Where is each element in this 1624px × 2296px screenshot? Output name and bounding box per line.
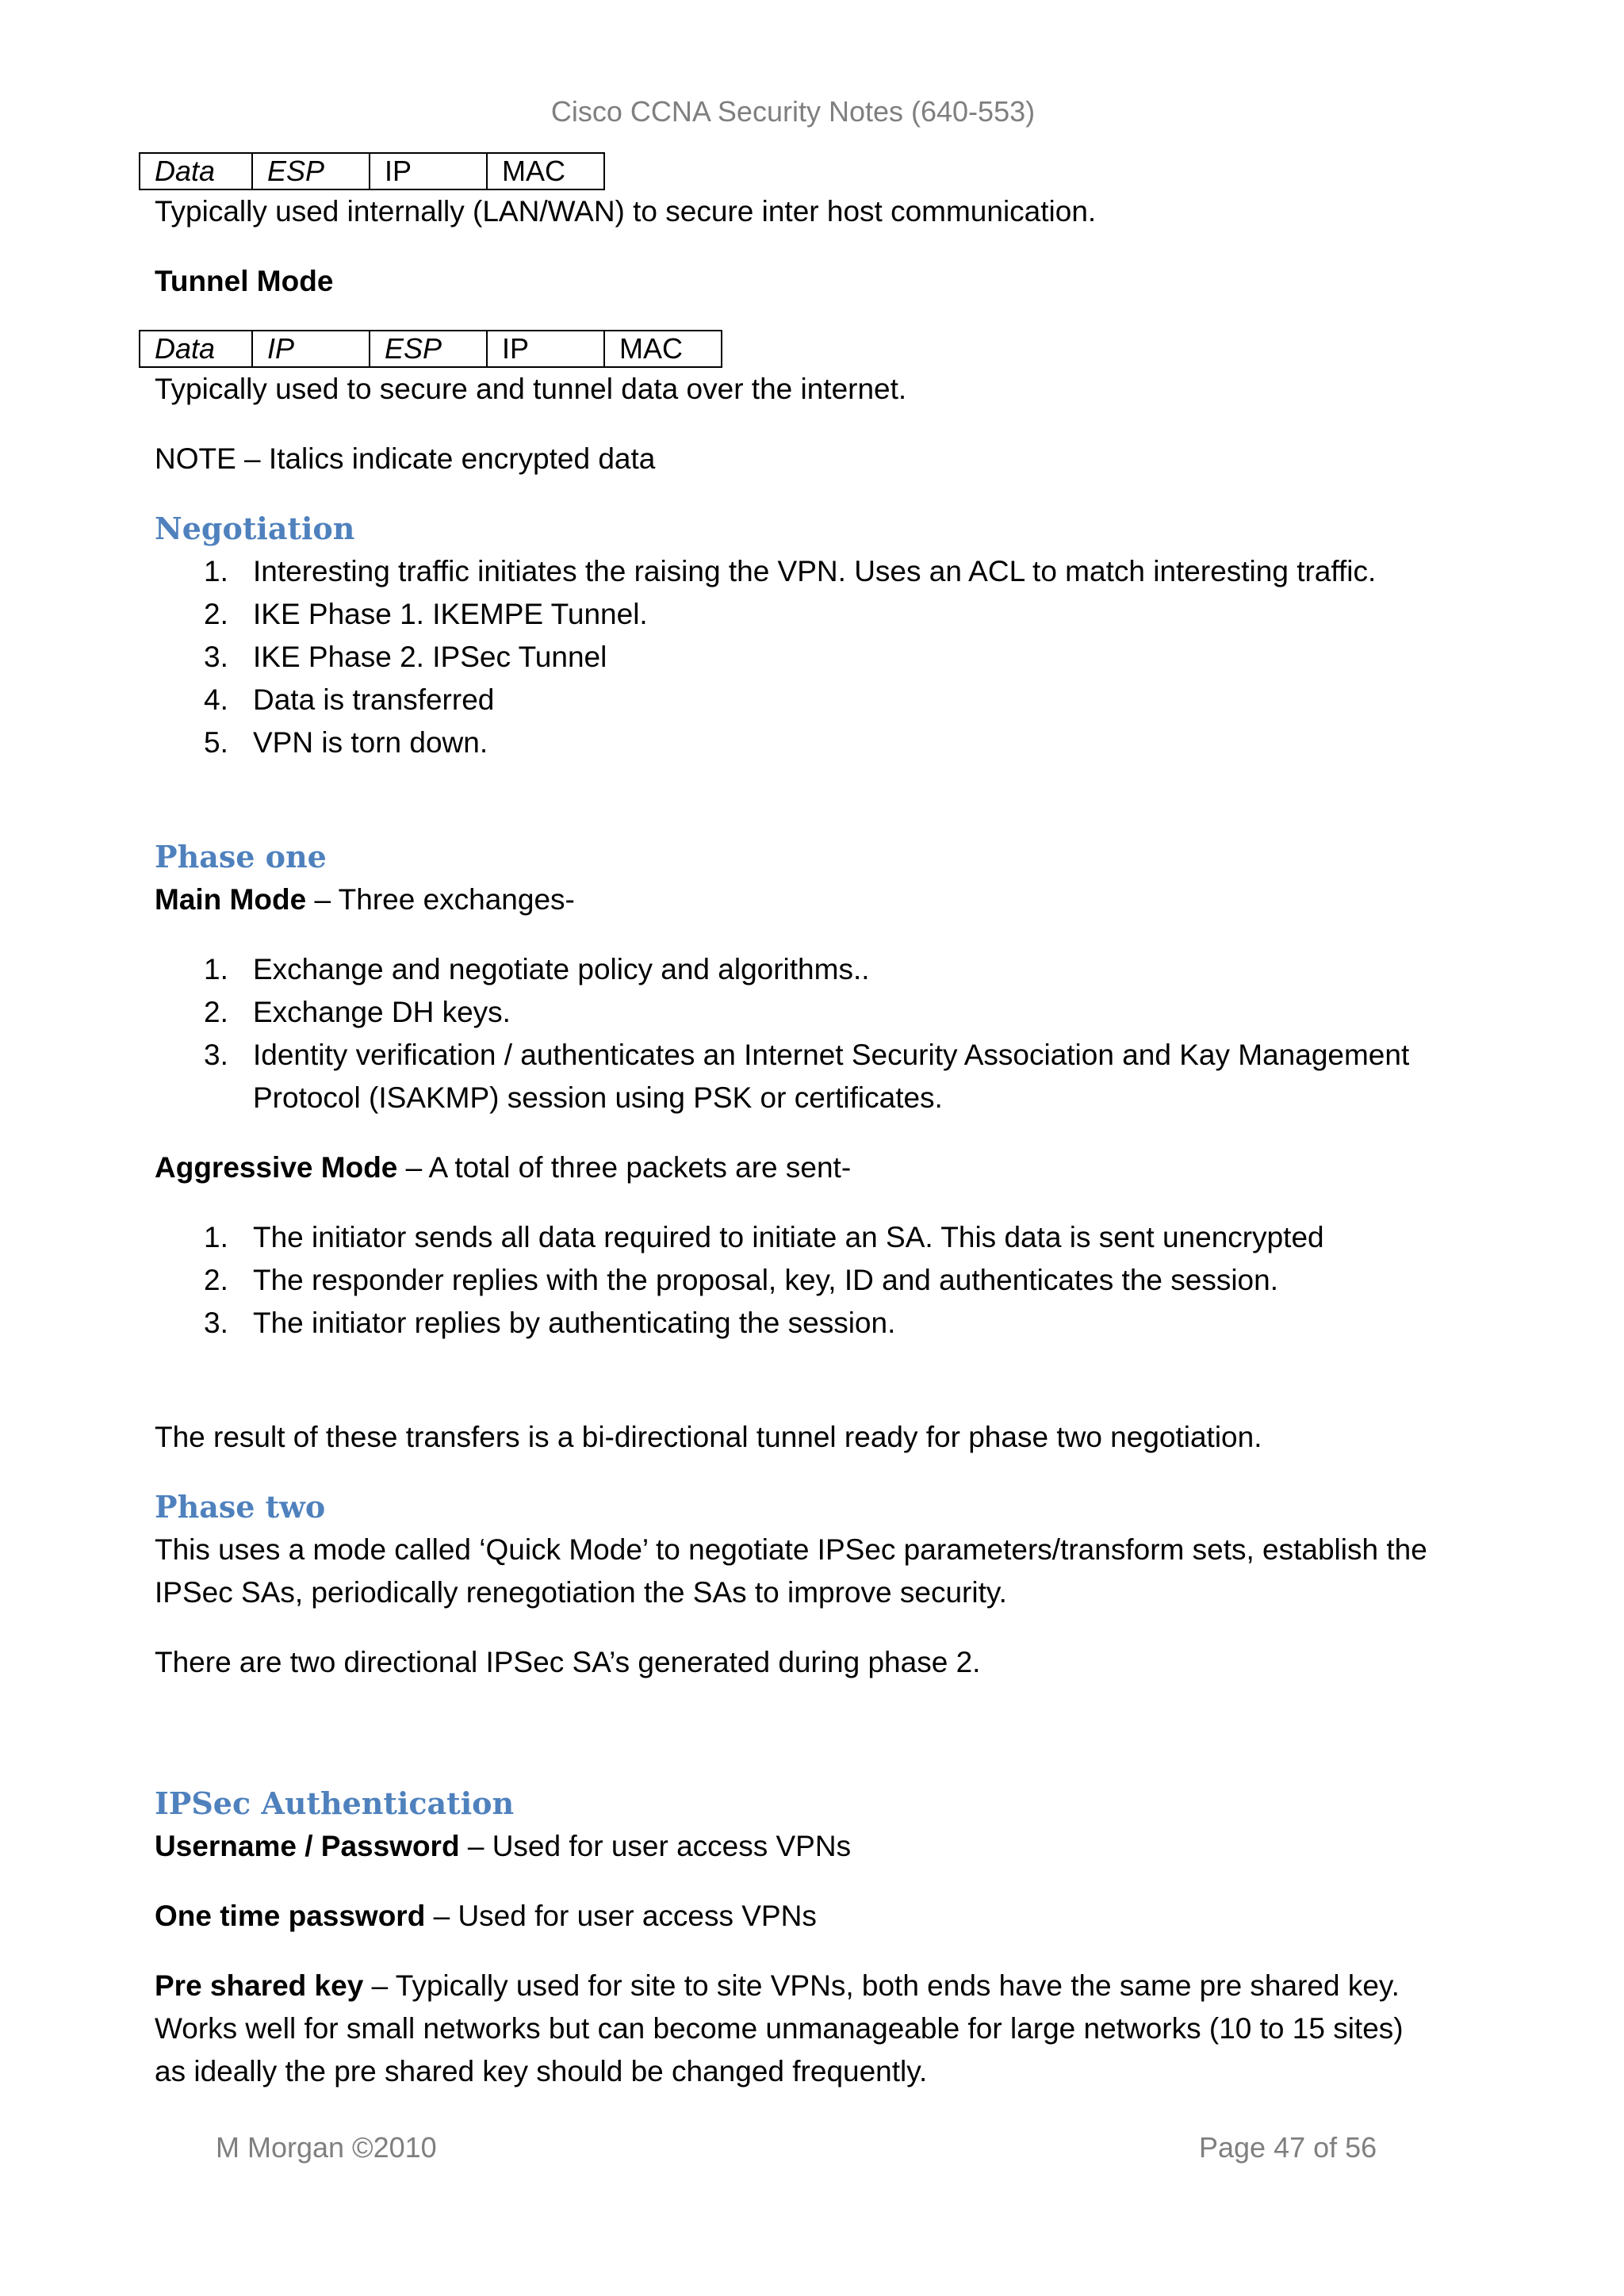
footer-page-number: Page 47 of 56 bbox=[1199, 2131, 1377, 2164]
footer-author: M Morgan ©2010 bbox=[216, 2131, 437, 2164]
phase-two-paragraph: There are two directional IPSec SA’s generated during phase 2. bbox=[155, 1646, 981, 1678]
tunnel-frame-table bbox=[139, 330, 722, 368]
transport-frame-table bbox=[139, 152, 605, 190]
frame-cell: Data bbox=[140, 153, 252, 189]
auth-pre-shared-key: Pre shared key – Typically used for site to site VPNs, both ends have the same pre shared key. Works well for small networks but can become unmanageable for large networks (10 to 15 sites) as ideally the pre shared key should be changed frequently. bbox=[155, 1969, 1404, 2087]
aggressive-mode-line: Aggressive Mode – A total of three packets are sent- bbox=[155, 1151, 852, 1184]
frame-cell: Data bbox=[140, 331, 252, 367]
list-item: 4. Data is transferred bbox=[204, 683, 495, 716]
main-mode-line: Main Mode – Three exchanges- bbox=[155, 883, 575, 916]
frame-cell: MAC bbox=[487, 153, 604, 189]
auth-heading: IPSec Authentication bbox=[155, 1785, 515, 1821]
list-item: 2. IKE Phase 1. IKEMPE Tunnel. bbox=[204, 598, 648, 630]
list-item: 1. Interesting traffic initiates the raising the VPN. Uses an ACL to match interesting traffic. bbox=[204, 555, 1377, 587]
note: NOTE – Italics indicate encrypted data bbox=[155, 442, 656, 475]
page-header: Cisco CCNA Security Notes (640-553) bbox=[550, 95, 1036, 128]
tunnel-heading: Tunnel Mode bbox=[155, 265, 334, 297]
negotiation-list bbox=[155, 550, 1439, 764]
frame-cell: IP bbox=[370, 153, 487, 189]
phase-two-paragraph: This uses a mode called ‘Quick Mode’ to negotiate IPSec parameters/transform sets, establish the IPSec SAs, periodically renegotiation the SAs to improve security. bbox=[155, 1533, 1427, 1609]
frame-cell: IP bbox=[252, 331, 370, 367]
list-item: 1. Exchange and negotiate policy and algorithms.. bbox=[204, 953, 870, 985]
list-item: 3. The initiator replies by authenticating the session. bbox=[204, 1307, 896, 1339]
frame-cell: IP bbox=[487, 331, 604, 367]
phase-one-heading: Phase one bbox=[155, 839, 327, 874]
list-item: 3. Identity verification / authenticates an Internet Security Association and Kay Management Protocol (ISAKMP) session using PSK or certificates. bbox=[204, 1039, 1410, 1114]
list-item: 5. VPN is torn down. bbox=[204, 726, 488, 759]
phase-two-heading: Phase two bbox=[155, 1489, 326, 1525]
frame-cell: ESP bbox=[370, 331, 487, 367]
tunnel-description: Typically used to secure and tunnel data over the internet. bbox=[155, 373, 907, 405]
transport-description: Typically used internally (LAN/WAN) to secure inter host communication. bbox=[155, 195, 1097, 228]
aggressive-mode-list bbox=[155, 1216, 1439, 1345]
negotiation-heading: Negotiation bbox=[155, 511, 355, 546]
main-mode-list bbox=[155, 948, 1439, 1119]
list-item: 2. The responder replies with the proposal, key, ID and authenticates the session. bbox=[204, 1264, 1278, 1296]
phase-one-result: The result of these transfers is a bi-directional tunnel ready for phase two negotiation. bbox=[155, 1421, 1262, 1453]
list-item: 2. Exchange DH keys. bbox=[204, 996, 511, 1028]
page-content bbox=[155, 152, 1439, 2093]
frame-cell: ESP bbox=[252, 153, 370, 189]
auth-one-time-password: One time password – Used for user access VPNs bbox=[155, 1900, 817, 1932]
list-item: 1. The initiator sends all data required to initiate an SA. This data is sent unencrypted bbox=[204, 1221, 1324, 1253]
list-item: 3. IKE Phase 2. IPSec Tunnel bbox=[204, 641, 607, 673]
auth-username-password: Username / Password – Used for user access VPNs bbox=[155, 1830, 852, 1862]
frame-cell: MAC bbox=[604, 331, 722, 367]
